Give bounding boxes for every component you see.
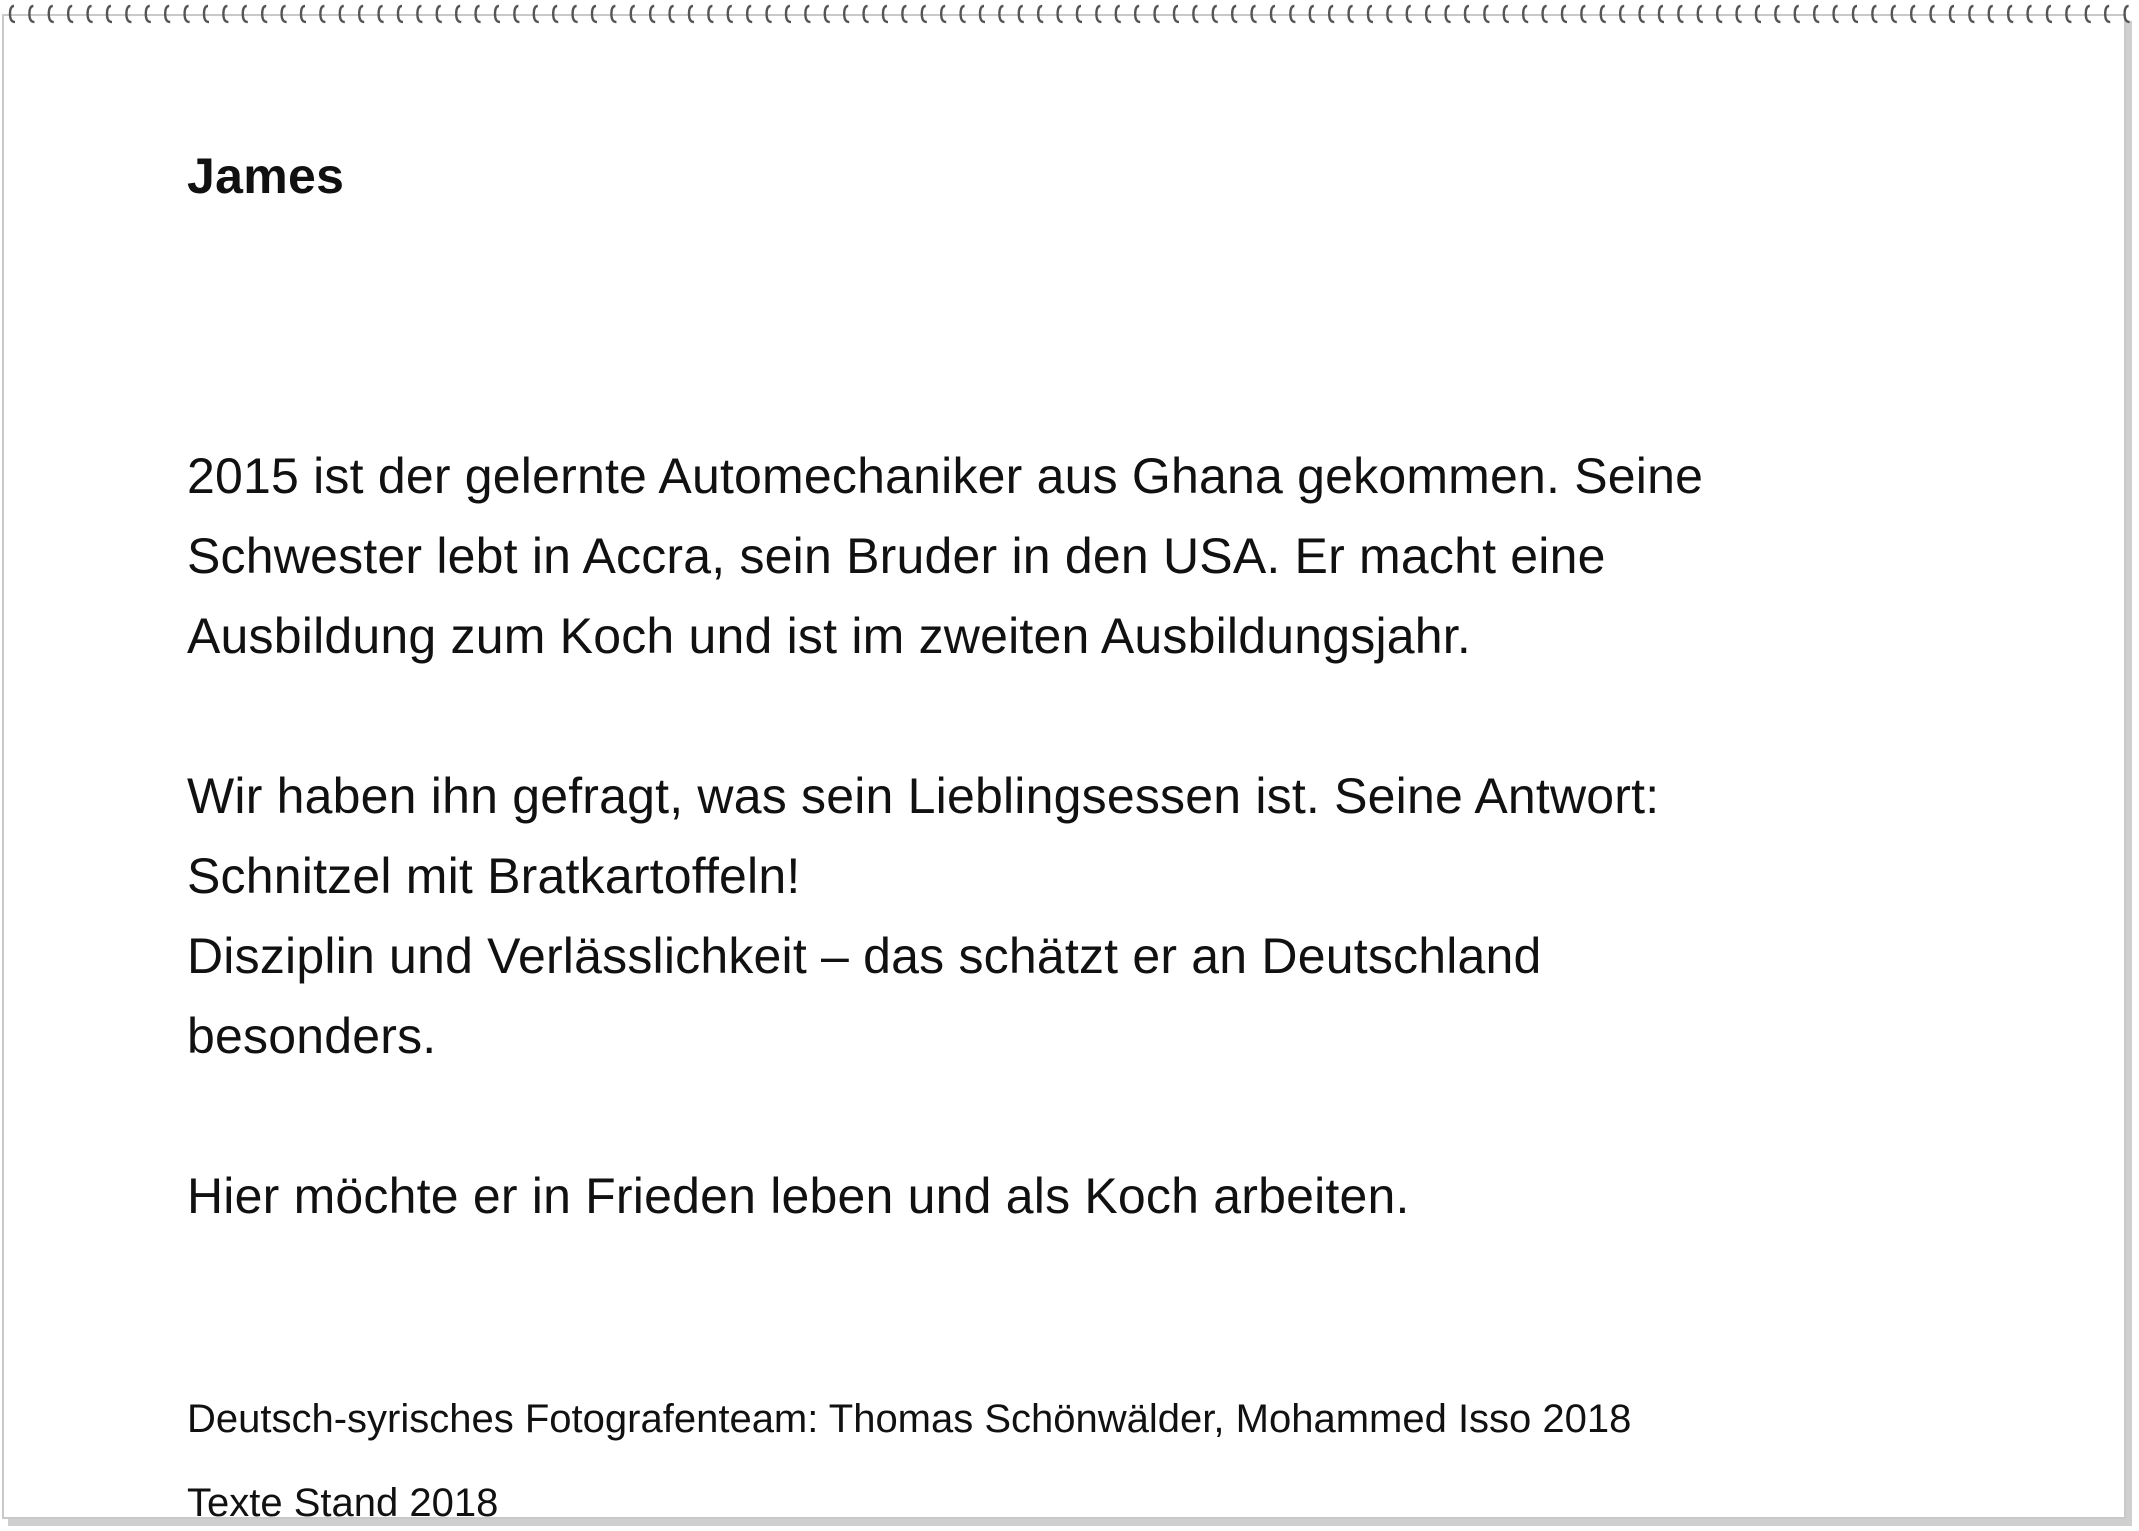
spiral-ring [1407, 6, 1412, 22]
footer-credit: Deutsch-syrisches Fotografenteam: Thomas Schönwälder, Mohammed Isso 2018 [187, 1397, 1632, 1441]
spiral-ring [1659, 6, 1664, 22]
spiral-ring [204, 6, 209, 22]
spiral-ring [1814, 6, 1819, 22]
spiral-ring [573, 6, 578, 22]
spiral-ring [223, 6, 228, 22]
spiral-ring [456, 6, 461, 22]
spiral-ring [1155, 6, 1160, 22]
spiral-ring [1387, 6, 1392, 22]
spiral-ring [747, 6, 752, 22]
paragraph-wish: Hier möchte er in Frieden leben und als Koch arbeiten. [187, 1168, 1410, 1224]
spiral-ring [68, 6, 73, 22]
spiral-ring [1775, 6, 1780, 22]
page-title: James [187, 148, 345, 204]
spiral-ring [2125, 6, 2130, 22]
spiral-ring [999, 6, 1004, 22]
spiral-ring [1562, 6, 1567, 22]
spiral-ring [1640, 6, 1645, 22]
spiral-ring [961, 6, 966, 22]
spiral-ring [708, 6, 713, 22]
spiral-ring [2105, 6, 2110, 22]
spiral-ring [1795, 6, 1800, 22]
spiral-ring [1426, 6, 1431, 22]
spiral-ring [941, 6, 946, 22]
spiral-ring [1349, 6, 1354, 22]
spiral-ring [282, 6, 287, 22]
spiral-ring [1368, 6, 1373, 22]
paragraph-favorites: Wir haben ihn gefragt, was sein Lieblingsessen ist. Seine Antwort: Schnitzel mit Bratkartoffeln! Disziplin und Verlässlichkeit – das schätzt er an Deutschland besonders. [187, 768, 1660, 1064]
spiral-ring [1737, 6, 1742, 22]
spiral-ring [1853, 6, 1858, 22]
spiral-ring [1698, 6, 1703, 22]
spiral-ring [1116, 6, 1121, 22]
spiral-ring [1543, 6, 1548, 22]
spiral-ring [398, 6, 403, 22]
spiral-ring [1620, 6, 1625, 22]
spiral-ring [262, 6, 267, 22]
spiral-ring [1872, 6, 1877, 22]
spiral-ring [243, 6, 248, 22]
spiral-ring [88, 6, 93, 22]
spiral-ring [1329, 6, 1334, 22]
spiral-ring [320, 6, 325, 22]
spiral-ring [379, 6, 384, 22]
spiral-ring [146, 6, 151, 22]
footer-stand: Texte Stand 2018 [187, 1481, 499, 1519]
spiral-ring [922, 6, 927, 22]
spiral-ring [767, 6, 772, 22]
footer [187, 1356, 2087, 1519]
spiral-ring [2066, 6, 2071, 22]
spiral-ring [534, 6, 539, 22]
spiral-ring [1581, 6, 1586, 22]
spiral-ring [1931, 6, 1936, 22]
spiral-ring [1892, 6, 1897, 22]
spiral-ring [185, 6, 190, 22]
spiral-ring [1174, 6, 1179, 22]
spiral-ring [1193, 6, 1198, 22]
spiral-ring [1232, 6, 1237, 22]
spiral-ring [786, 6, 791, 22]
spiral-ring [417, 6, 422, 22]
spiral-ring [1969, 6, 1974, 22]
spiral-ring [1038, 6, 1043, 22]
spiral-ring [29, 6, 34, 22]
spiral-ring [340, 6, 345, 22]
spiral-ring [1523, 6, 1528, 22]
spiral-ring [825, 6, 830, 22]
spiral-ring [844, 6, 849, 22]
spiral-ring [1058, 6, 1063, 22]
spiral-ring [301, 6, 306, 22]
spiral-ring [1271, 6, 1276, 22]
spiral-ring [670, 6, 675, 22]
spiral-ring [2008, 6, 2013, 22]
spiral-ring [107, 6, 112, 22]
spiral-ring [864, 6, 869, 22]
spiral-ring [883, 6, 888, 22]
spiral-ring [1077, 6, 1082, 22]
spiral-ring [1465, 6, 1470, 22]
spiral-ring [631, 6, 636, 22]
spiral-ring [1504, 6, 1509, 22]
spiral-ring [514, 6, 519, 22]
spiral-ring [10, 6, 15, 22]
spiral-ring [1484, 6, 1489, 22]
spiral-ring [476, 6, 481, 22]
spiral-ring [2047, 6, 2052, 22]
spiral-ring [1834, 6, 1839, 22]
spiral-ring [495, 6, 500, 22]
spiral-ring [1678, 6, 1683, 22]
spiral-ring [1135, 6, 1140, 22]
spiral-ring [650, 6, 655, 22]
spiral-ring [1213, 6, 1218, 22]
spiral-ring [1989, 6, 1994, 22]
spiral-ring [980, 6, 985, 22]
spiral-ring [805, 6, 810, 22]
spiral-binding-icon [0, 0, 2139, 30]
spiral-ring [165, 6, 170, 22]
spiral-ring [902, 6, 907, 22]
spiral-ring [1290, 6, 1295, 22]
spiral-ring [1950, 6, 1955, 22]
spiral-ring [1446, 6, 1451, 22]
spiral-ring [1601, 6, 1606, 22]
spiral-ring [126, 6, 131, 22]
spiral-ring [1252, 6, 1257, 22]
spiral-ring [1310, 6, 1315, 22]
spiral-ring [1717, 6, 1722, 22]
spiral-ring [1096, 6, 1101, 22]
spiral-ring [553, 6, 558, 22]
spiral-ring [592, 6, 597, 22]
spiral-ring [1756, 6, 1761, 22]
spiral-ring [49, 6, 54, 22]
spiral-ring [611, 6, 616, 22]
spiral-ring [359, 6, 364, 22]
spiral-ring [728, 6, 733, 22]
spiral-ring [2086, 6, 2091, 22]
page-content [187, 146, 2087, 1519]
spiral-ring [2028, 6, 2033, 22]
spiral-ring [1019, 6, 1024, 22]
spiral-ring [1911, 6, 1916, 22]
paragraph-background: 2015 ist der gelernte Automechaniker aus Ghana gekommen. Seine Schwester lebt in Accra, sein Bruder in den USA. Er macht eine Ausbildung zum Koch und ist im zweiten Ausbildungsjahr. [187, 448, 1704, 664]
spiral-ring [689, 6, 694, 22]
calendar-page [2, 14, 2126, 1519]
spiral-ring [437, 6, 442, 22]
